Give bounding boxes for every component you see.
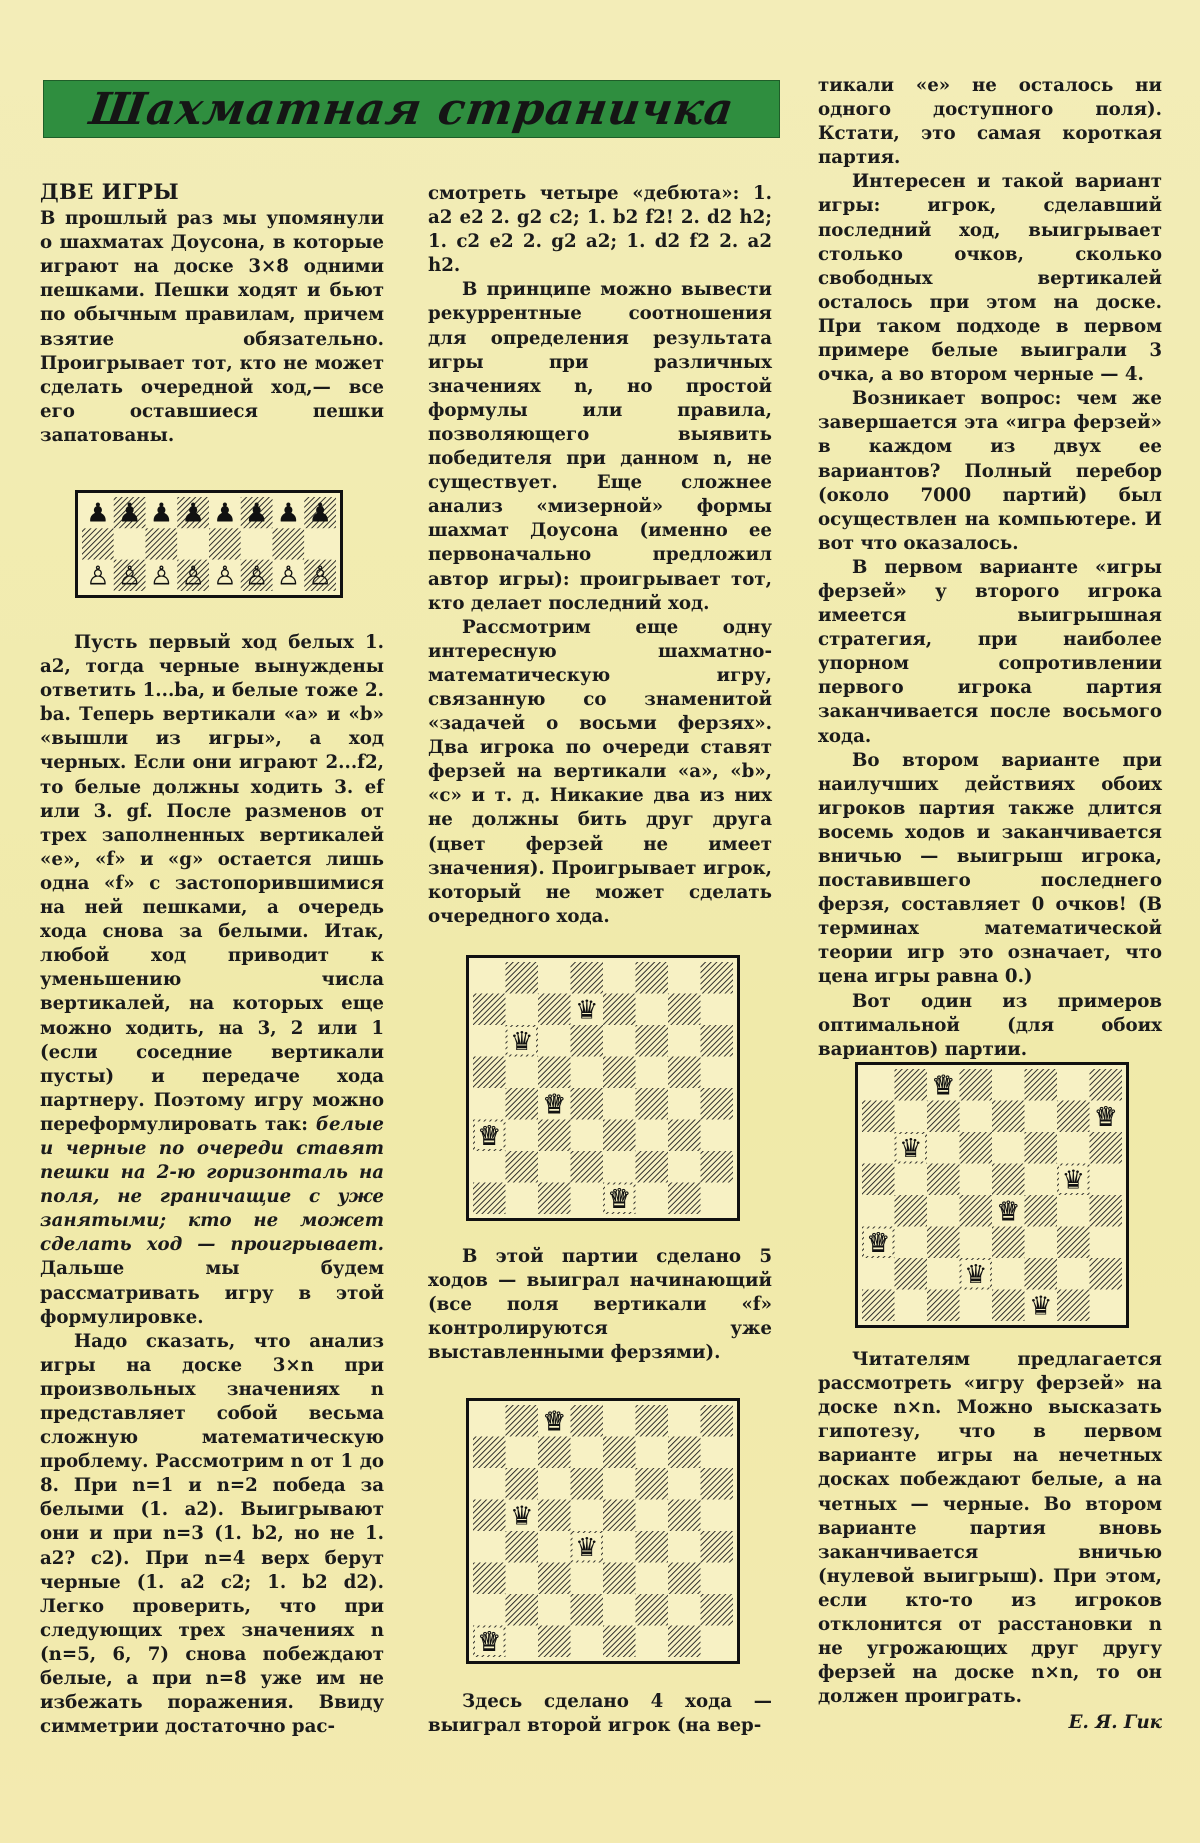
dark-square: [571, 1025, 604, 1057]
dark-square: [1057, 1227, 1090, 1259]
dark-square: [992, 1101, 1025, 1133]
light-square: [701, 1563, 734, 1595]
dark-square: [668, 1183, 701, 1215]
section-banner: [43, 80, 780, 138]
dark-square: [895, 1195, 928, 1227]
light-square: [668, 1405, 701, 1437]
light-square: [473, 1531, 506, 1563]
light-square: [636, 1626, 669, 1658]
dark-square: [571, 1088, 604, 1120]
light-square: [927, 1195, 960, 1227]
dark-square: [473, 994, 506, 1026]
light-square: [668, 1088, 701, 1120]
black-queen-icon: ♛: [1061, 1165, 1085, 1196]
column-3-top: [818, 74, 1162, 1062]
paragraph-question: Возникает вопрос: чем же завершается эта «игра ферзей» в каждом из двух ее вариантов? Полный перебор (около 7000 партий) был осуществлен на компьютере. И вот что оказалось.: [818, 388, 1162, 554]
light-square: [506, 1120, 539, 1152]
light-square: [1090, 1290, 1123, 1322]
light-square: [538, 1468, 571, 1500]
light-square: [701, 1437, 734, 1469]
light-square: [603, 1025, 636, 1057]
dark-square: [927, 1101, 960, 1133]
dark-square: [992, 1290, 1025, 1322]
dark-square: [538, 1563, 571, 1595]
dark-square: [668, 1057, 701, 1089]
light-square: [701, 1183, 734, 1215]
queen-board-1: [466, 955, 740, 1221]
column-1-top: [40, 180, 384, 448]
dark-square: [701, 1405, 734, 1437]
white-queen-icon: ♛: [477, 1627, 501, 1657]
black-pawn-icon: ♟: [181, 498, 205, 529]
light-square: [895, 1290, 928, 1322]
light-square: [603, 962, 636, 994]
light-square: [1090, 1164, 1123, 1196]
paragraph-debuts: смотреть четыре «дебюта»: 1. a2 e2 2. g2 c2; 1. b2 f2! 2. d2 h2; 1. c2 e2 2. g2 a2; 1. d2 f2 2. a2 h2.: [428, 183, 772, 277]
paragraph-recurrence: В принципе можно вывести рекуррентные соотношения для определения результата игры при различных значениях n, но простой формулы или правила, позволяющего выявить победителя при данном n, не существует. Еще сложнее анализ «мизерной» формы шахмат Доусона (именно ее первоначально предложил автор игры): проигрывает тот, кто делает последний ход.: [428, 279, 772, 614]
dark-square: [1057, 1101, 1090, 1133]
black-pawn-icon: ♟: [117, 498, 142, 529]
light-square: [668, 1025, 701, 1057]
light-square: [473, 1468, 506, 1500]
light-square: [701, 1120, 734, 1152]
light-square: [571, 1500, 604, 1532]
paragraph-intro: В прошлый раз мы упомянули о шахматах Доусона, в которые играют на доске 3×8 одними пешками. Пешки ходят и бьют по обычным правилам, причем взятие обязательно. Проигрывает тот, кто не может сделать очередной ход,— все его оставшиеся пешки запатованы.: [40, 208, 384, 446]
dark-square: [473, 1500, 506, 1532]
light-square: [992, 1132, 1025, 1164]
black-pawn-icon: ♟: [244, 498, 269, 529]
dark-square: [636, 962, 669, 994]
light-square: [1025, 1164, 1058, 1196]
dark-square: [1090, 1258, 1123, 1290]
dark-square: [603, 1626, 636, 1658]
black-queen-icon: ♛: [899, 1133, 923, 1164]
light-square: [668, 1594, 701, 1626]
caption-board-2: [428, 1690, 772, 1738]
dark-square: [636, 1151, 669, 1183]
dawson-play-italic: белые и черные по очереди ставят пешки на 2-ю горизонталь на поля, не граничащие с уже занятыми; кто не может сделать ход — проигрывает.: [40, 1113, 384, 1256]
dark-square: [668, 1626, 701, 1658]
light-square: [862, 1069, 895, 1101]
dark-square: [636, 1594, 669, 1626]
dark-square: [668, 1437, 701, 1469]
dark-square: [668, 1500, 701, 1532]
light-square: [668, 962, 701, 994]
light-square: [701, 1626, 734, 1658]
black-queen-icon: ♛: [575, 995, 599, 1026]
light-square: [960, 1227, 993, 1259]
dark-square: [1057, 1290, 1090, 1322]
light-square: [927, 1258, 960, 1290]
black-pawn-icon: ♟: [149, 498, 174, 529]
dark-square: [636, 1088, 669, 1120]
light-square: [538, 1531, 571, 1563]
dark-square: [571, 1468, 604, 1500]
light-square: [701, 1500, 734, 1532]
dark-square: [668, 994, 701, 1026]
dark-square: [506, 962, 539, 994]
light-square: [538, 1151, 571, 1183]
light-square: [506, 1563, 539, 1595]
dark-square: [538, 1500, 571, 1532]
dark-square: [701, 1468, 734, 1500]
dark-square: [636, 1531, 669, 1563]
dark-square: [992, 1164, 1025, 1196]
dark-square: [927, 1290, 960, 1322]
paragraph-optimal-example: Вот один из примеров оптимальной (для обоих вариантов) партии.: [818, 990, 1162, 1060]
queen-board-3-diagram: [862, 1069, 1122, 1321]
light-square: [603, 1594, 636, 1626]
dark-square: [1025, 1132, 1058, 1164]
light-square: [960, 1164, 993, 1196]
dark-square: [992, 1227, 1025, 1259]
light-square: [571, 1563, 604, 1595]
light-square: [1025, 1101, 1058, 1133]
dark-square: [603, 994, 636, 1026]
light-square: [1057, 1195, 1090, 1227]
dark-square: [506, 1088, 539, 1120]
light-square: [177, 528, 209, 559]
white-pawn-icon: ♙: [244, 561, 269, 591]
light-square: [603, 1151, 636, 1183]
light-square: [571, 1120, 604, 1152]
dark-square: [895, 1258, 928, 1290]
dark-square: [1025, 1195, 1058, 1227]
queen-board-2-diagram: [473, 1405, 733, 1657]
light-square: [1057, 1069, 1090, 1101]
paragraph-second-variant: Во втором варианте при наилучших действиях обоих игроков партия также длится восемь ходов и заканчивается вничью — выигрыш игрока, поставившего последнего ферзя, составляет 0 очков! (В терминах математической теории игр это означает, что цена игры равна 0.): [818, 749, 1162, 988]
dark-square: [571, 1151, 604, 1183]
dark-square: [701, 1025, 734, 1057]
dark-square: [636, 1025, 669, 1057]
dark-square: [538, 1437, 571, 1469]
light-square: [603, 1468, 636, 1500]
light-square: [506, 994, 539, 1026]
dark-square: [473, 1437, 506, 1469]
light-square: [473, 1594, 506, 1626]
light-square: [473, 1151, 506, 1183]
light-square: [506, 1183, 539, 1215]
dark-square: [571, 1594, 604, 1626]
light-square: [862, 1132, 895, 1164]
dark-square: [701, 1594, 734, 1626]
black-queen-icon: ♛: [964, 1259, 988, 1290]
paragraph-dawson-analysis: Надо сказать, что анализ игры на доске 3×n при произвольных значениях n представляет собой весьма сложную математическую проблему. Рассмотрим n от 1 до 8. При n=1 и n=2 победа за белыми (1. a2). Выигрывают они и при n=3 (1. b2, но не 1. a2? c2). При n=4 верх берут черные (1. a2 c2; 1. b2 d2). Легко проверить, что при следующих трех значениях n (n=5, 6, 7) снова побеждают белые, а при n=8 уже им не избежать поражения. Ввиду симметрии достаточно рас-: [40, 1330, 384, 1738]
light-square: [538, 1594, 571, 1626]
dawson-play-end: Дальше мы будем рассматривать игру в этой формулировке.: [40, 1258, 384, 1328]
dark-square: [701, 1088, 734, 1120]
light-square: [114, 528, 146, 559]
light-square: [473, 1405, 506, 1437]
black-queen-icon: ♛: [510, 1501, 534, 1532]
dark-square: [701, 962, 734, 994]
dark-square: [636, 1468, 669, 1500]
dark-square: [895, 1069, 928, 1101]
queen-board-3: [855, 1062, 1129, 1328]
light-square: [473, 1088, 506, 1120]
white-pawn-icon: ♙: [149, 561, 174, 591]
black-pawn-icon: ♟: [86, 498, 110, 529]
dark-square: [506, 1405, 539, 1437]
column-2-top: [428, 182, 772, 929]
dark-square: [538, 994, 571, 1026]
white-pawn-icon: ♙: [181, 561, 205, 591]
light-square: [668, 1151, 701, 1183]
light-square: [927, 1132, 960, 1164]
light-square: [571, 1437, 604, 1469]
light-square: [701, 1057, 734, 1089]
light-square: [636, 1120, 669, 1152]
light-square: [668, 1468, 701, 1500]
light-square: [506, 1057, 539, 1089]
light-square: [1025, 1227, 1058, 1259]
black-queen-icon: ♛: [1029, 1291, 1053, 1321]
black-pawn-icon: ♟: [308, 498, 332, 529]
dark-square: [603, 1120, 636, 1152]
black-pawn-icon: ♟: [213, 498, 237, 529]
light-square: [636, 994, 669, 1026]
caption-2-text: Здесь сделано 4 хода — выиграл второй игрок (на вер-: [428, 1691, 772, 1737]
dark-square: [538, 1626, 571, 1658]
light-square: [636, 1500, 669, 1532]
dark-square: [960, 1195, 993, 1227]
black-queen-icon: ♛: [575, 1532, 599, 1563]
dark-square: [603, 1057, 636, 1089]
light-square: [895, 1227, 928, 1259]
light-square: [571, 1626, 604, 1658]
light-square: [895, 1101, 928, 1133]
column-3-bottom: [818, 1348, 1162, 1736]
dark-square: [636, 1405, 669, 1437]
light-square: [862, 1258, 895, 1290]
dark-square: [146, 528, 178, 559]
dark-square: [506, 1594, 539, 1626]
light-square: [1057, 1258, 1090, 1290]
black-queen-icon: ♛: [510, 1026, 534, 1057]
caption-1-text: В этой партии сделано 5 ходов — выиграл начинающий (все поля вертикали «f» контролируются уже выставленными ферзями).: [428, 1246, 772, 1364]
dawson-board: [75, 490, 343, 598]
white-queen-icon: ♛: [1094, 1102, 1118, 1133]
paragraph-shortest-game: тикали «e» не осталось ни одного доступного поля). Кстати, это самая короткая партия.: [818, 75, 1162, 169]
light-square: [992, 1069, 1025, 1101]
dark-square: [927, 1164, 960, 1196]
author-signature: Е. Я. Гик: [1068, 1712, 1162, 1734]
dark-square: [1090, 1195, 1123, 1227]
light-square: [960, 1290, 993, 1322]
white-queen-icon: ♛: [542, 1089, 566, 1120]
paragraph-conclusion: Читателям предлагается рассмотреть «игру ферзей» на доске n×n. Можно высказать гипотезу, что в первом варианте игры на нечетных досках побеждают белые, а на четных — черные. Во втором варианте партия вновь заканчивается вничью (нулевой выигрыш). При этом, если кто-то из игроков отклонится от расстановки n не угрожающих друг другу ферзей на доске n×n, то он должен проиграть.: [818, 1349, 1162, 1708]
dark-square: [506, 1531, 539, 1563]
light-square: [603, 1088, 636, 1120]
light-square: [538, 1025, 571, 1057]
dark-square: [273, 528, 305, 559]
paragraph-score-variant: Интересен и такой вариант игры: игрок, сделавший последний ход, выигрывает столько очков, сколько свободных вертикалей осталось при этом на доске. При таком подходе в первом примере белые выиграли 3 очка, а во втором черные — 4.: [818, 171, 1162, 386]
dark-square: [473, 1057, 506, 1089]
dark-square: [603, 1437, 636, 1469]
light-square: [506, 1437, 539, 1469]
light-square: [603, 1531, 636, 1563]
dark-square: [862, 1290, 895, 1322]
light-square: [304, 528, 336, 559]
dark-square: [1090, 1132, 1123, 1164]
light-square: [960, 1101, 993, 1133]
light-square: [636, 1437, 669, 1469]
paragraph-first-variant: В первом варианте «игры ферзей» у второго игрока имеется выигрышная стратегия, при наиболее упорном сопротивлении первого игрока партия заканчивается после восьмого хода.: [818, 556, 1162, 747]
banner-title: Шахматная страничка: [86, 83, 737, 135]
dark-square: [603, 1500, 636, 1532]
white-queen-icon: ♛: [866, 1228, 890, 1259]
white-pawn-icon: ♙: [86, 561, 110, 591]
light-square: [701, 994, 734, 1026]
dark-square: [571, 962, 604, 994]
dark-square: [473, 1563, 506, 1595]
light-square: [668, 1531, 701, 1563]
white-pawn-icon: ♙: [308, 561, 332, 591]
light-square: [1057, 1132, 1090, 1164]
white-pawn-icon: ♙: [117, 561, 142, 591]
dark-square: [571, 1405, 604, 1437]
dark-square: [1025, 1258, 1058, 1290]
dark-square: [668, 1120, 701, 1152]
dark-square: [960, 1132, 993, 1164]
white-queen-icon: ♛: [996, 1196, 1020, 1227]
light-square: [636, 1563, 669, 1595]
dark-square: [1025, 1069, 1058, 1101]
dawson-play-text: Пусть первый ход белых 1. a2, тогда черные вынуждены ответить 1...ba, и белые тоже 2. ba. Теперь вертикали «a» и «b» «вышли из игры», а ход черных. Если они играют 2...f2, то белые должны ходить 3. ef или 3. gf. После разменов от трех заполненных вертикалей «e», «f» и «g» остается лишь одна «f» с застопорившимися на ней пешками, а очередь хода снова за белыми. Итак, любой ход приводит к уменьшению числа вертикалей, на которых еще можно ходить, на 3, 2 или 1 (если соседние вертикали пусты) и передаче хода партнеру. Поэтому игру можно переформулировать так:: [40, 632, 384, 1135]
dark-square: [862, 1101, 895, 1133]
light-square: [473, 962, 506, 994]
dark-square: [927, 1227, 960, 1259]
white-pawn-icon: ♙: [213, 561, 237, 591]
white-pawn-icon: ♙: [276, 561, 301, 591]
dark-square: [506, 1468, 539, 1500]
light-square: [506, 1626, 539, 1658]
dark-square: [701, 1531, 734, 1563]
light-square: [862, 1195, 895, 1227]
dawson-board-diagram: [82, 497, 336, 591]
dark-square: [538, 1120, 571, 1152]
dark-square: [960, 1069, 993, 1101]
dark-square: [862, 1164, 895, 1196]
queen-board-2: [466, 1398, 740, 1664]
article-title: ДВЕ ИГРЫ: [40, 179, 180, 204]
white-queen-icon: ♛: [607, 1184, 631, 1214]
dark-square: [1090, 1069, 1123, 1101]
light-square: [571, 1183, 604, 1215]
queen-board-1-diagram: [473, 962, 733, 1214]
light-square: [538, 962, 571, 994]
caption-board-1: [428, 1245, 772, 1365]
light-square: [603, 1405, 636, 1437]
dark-square: [209, 528, 241, 559]
column-1-bottom: [40, 631, 384, 1739]
black-pawn-icon: ♟: [276, 498, 301, 529]
white-queen-icon: ♛: [542, 1406, 566, 1437]
dark-square: [538, 1183, 571, 1215]
light-square: [571, 1057, 604, 1089]
light-square: [636, 1057, 669, 1089]
dark-square: [538, 1057, 571, 1089]
light-square: [895, 1164, 928, 1196]
dark-square: [473, 1183, 506, 1215]
light-square: [241, 528, 273, 559]
dark-square: [82, 528, 114, 559]
white-queen-icon: ♛: [477, 1121, 501, 1152]
paragraph-queens-game: Рассмотрим еще одну интересную шахматно-математическую игру, связанную со знаменитой «задачей о восьми ферзях». Два игрока по очереди ставят ферзей на вертикали «a», «b», «c» и т. д. Никакие два из них не должны бить друг друга (цвет ферзей не имеет значения). Проигрывает игрок, который не может сделать очередного хода.: [428, 616, 772, 927]
dark-square: [506, 1151, 539, 1183]
light-square: [636, 1183, 669, 1215]
dark-square: [701, 1151, 734, 1183]
light-square: [992, 1258, 1025, 1290]
paragraph-dawson-play: [40, 631, 384, 1330]
dark-square: [603, 1563, 636, 1595]
light-square: [473, 1025, 506, 1057]
light-square: [1090, 1227, 1123, 1259]
dark-square: [668, 1563, 701, 1595]
white-queen-icon: ♛: [931, 1070, 955, 1101]
